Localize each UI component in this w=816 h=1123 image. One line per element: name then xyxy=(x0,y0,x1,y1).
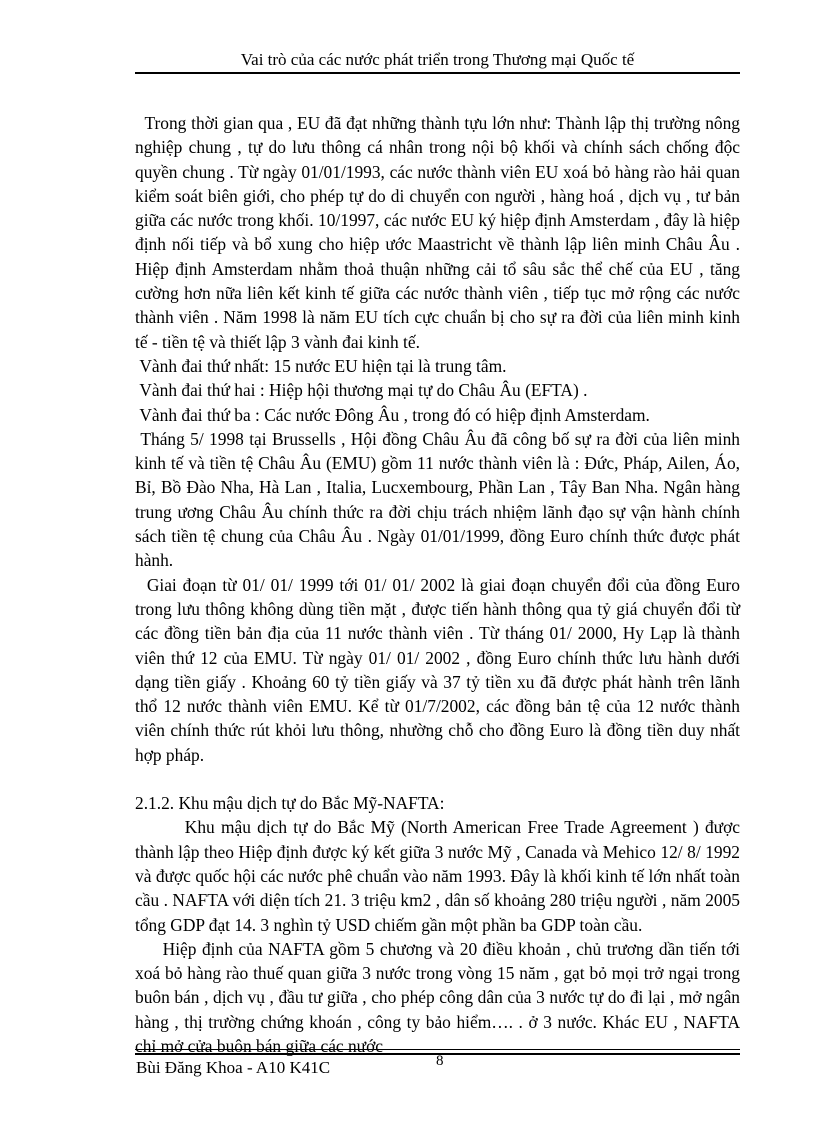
page-header-title: Vai trò của các nước phát triển trong Thương mại Quốc tế xyxy=(240,50,635,69)
footer-divider-thin xyxy=(135,1049,740,1050)
paragraph-nafta-intro: Khu mậu dịch tự do Bắc Mỹ (North American Free Trade Agreement ) được thành lập theo Hiệp định được ký kết giữa 3 nước Mỹ , Canada và Mehico 12/ 8/ 1992 và được quốc hội các nước phê chuẩn vào năm 1993. Đây là khối kinh tế lớn nhất toàn cầu . NAFTA với diện tích 21. 3 triệu km2 , dân số khoảng 280 triệu người , năm 2005 tổng GDP đạt 14. 3 nghìn tỷ USD chiếm gần một phần ba GDP toàn cầu. xyxy=(135,817,745,935)
paragraph-emu: Tháng 5/ 1998 tại Brussells , Hội đồng Châu Âu đã công bố sự ra đời của liên minh kinh tế và tiền tệ Châu Âu (EMU) gồm 11 nước thành viên là : Đức, Pháp, Ailen, Áo, Bỉ, Bồ Đào Nha, Hà Lan , Italia, Lucxembourg, Phần Lan , Tây Ban Nha. Ngân hàng trung ương Châu Âu chính thức ra đời chịu trách nhiệm lãnh đạo sự vận hành chính sách tiền tệ chung của Châu Âu . Ngày 01/01/1999, đồng Euro chính thức được phát hành. xyxy=(135,428,745,571)
paragraph-ring-1: Vành đai thứ nhất: 15 nước EU hiện tại là trung tâm. xyxy=(135,355,507,376)
paragraph-eu-achievements: Trong thời gian qua , EU đã đạt những thành tựu lớn như: Thành lập thị trường nông nghiệp chung , tự do lưu thông cá nhân trong nội bộ khối và chính sách chống độc quyền chung . Từ ngày 01/01/1993, các nước thành viên EU xoá bỏ hàng rào hải quan kiểm soát biên giới, cho phép tự do di chuyển con người , hàng hoá , dịch vụ , tư bản giữa các nước trong khối. 10/1997, các nước EU ký hiệp định Amsterdam , đây là hiệp định nối tiếp và bổ xung cho hiệp ước Maastricht về thành lập liên minh Châu Âu . Hiệp định Amsterdam nhằm thoả thuận những cải tổ sâu sắc thể chế của EU , tăng cường hơn nữa liên kết kinh tế giữa các nước thành viên , tiếp tục mở rộng các nước thành viên . Năm 1998 là năm EU tích cực chuẩn bị cho sự ra đời của liên minh kinh tế - tiền tệ và thiết lập 3 vành đai kinh tế. xyxy=(135,113,745,352)
page-number: 8 xyxy=(436,1053,444,1069)
spacer xyxy=(135,767,740,791)
document-body xyxy=(135,111,745,1058)
paragraph-nafta-agreement: Hiệp định của NAFTA gồm 5 chương và 20 điều khoản , chủ trương dần tiến tới xoá bỏ hàng rào thuế quan giữa 3 nước trong vòng 15 năm , gạt bỏ mọi trở ngại trong buôn bán , dịch vụ , đầu tư giữa , cho phép công dân của 3 nước tự do đi lại , mở ngân hàng , thị trường chứng khoán , công ty bảo hiểm…. . ở 3 nước. Khác EU , NAFTA chỉ mở cửa buôn bán giữa các nước xyxy=(135,938,745,1056)
paragraph-euro-transition: Giai đoạn từ 01/ 01/ 1999 tới 01/ 01/ 2002 là giai đoạn chuyển đổi của đồng Euro trong lưu thông không dùng tiền mặt , được tiến hành thông qua tỷ giá chuyển đổi từ các đồng tiền bản địa của 11 nước thành viên . Từ tháng 01/ 2000, Hy Lạp là thành viên thứ 12 của EMU. Từ ngày 01/ 01/ 2002 , đồng Euro chính thức lưu hành dưới dạng tiền giấy . Khoảng 60 tỷ tiền giấy và 37 tỷ tiền xu đã được phát hành trên lãnh thổ 12 nước thành viên EMU. Kể từ 01/7/2002, các đồng bản tệ của 12 nước thành viên chính thức rút khỏi lưu thông, nhường chỗ cho đồng Euro là đồng tiền duy nhất hợp pháp. xyxy=(135,574,745,765)
section-heading-nafta: 2.1.2. Khu mậu dịch tự do Bắc Mỹ-NAFTA: xyxy=(135,793,445,814)
paragraph-ring-3: Vành đai thứ ba : Các nước Đông Âu , trong đó có hiệp định Amsterdam. xyxy=(135,404,650,425)
header-divider xyxy=(135,72,740,74)
footer-author: Bùi Đăng Khoa - A10 K41C xyxy=(136,1058,331,1077)
paragraph-ring-2: Vành đai thứ hai : Hiệp hội thương mại tự do Châu Âu (EFTA) . xyxy=(135,380,588,401)
